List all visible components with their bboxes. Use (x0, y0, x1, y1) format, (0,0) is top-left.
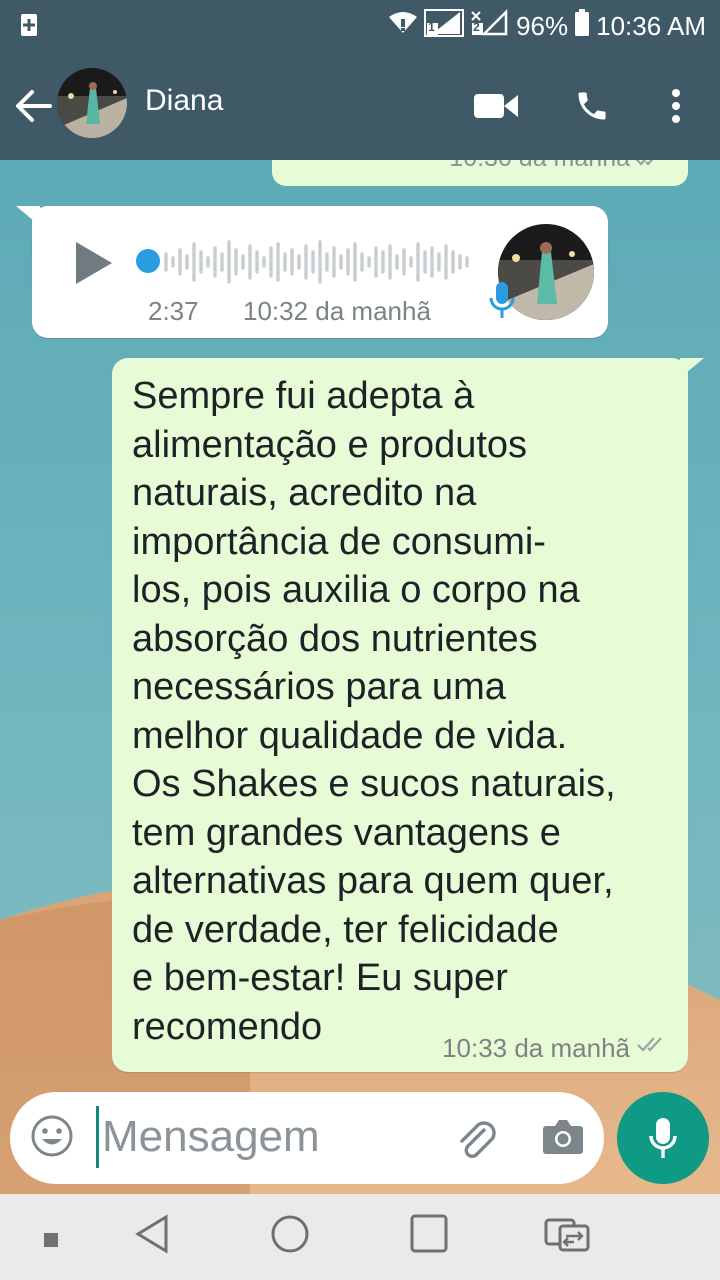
audio-waveform[interactable] (156, 234, 476, 290)
voice-note-mic-icon (488, 280, 516, 324)
attach-icon[interactable] (454, 1116, 498, 1164)
chat-header (0, 50, 720, 160)
video-call-icon[interactable] (472, 82, 520, 130)
text-caret (96, 1106, 99, 1168)
contact-avatar[interactable] (57, 68, 127, 138)
signal-sim1-icon (424, 8, 464, 45)
mic-icon (648, 1116, 678, 1160)
contact-name[interactable]: Diana (145, 84, 224, 117)
audio-duration: 2:37 (148, 296, 199, 326)
battery-saver-icon (20, 13, 38, 41)
nav-back-icon[interactable] (134, 1214, 170, 1258)
record-voice-button[interactable] (617, 1092, 709, 1184)
clock: 10:36 AM (596, 11, 706, 41)
sim2-label: 2 (473, 20, 480, 34)
text-message-bubble[interactable] (112, 358, 688, 1072)
audio-message-bubble[interactable] (32, 206, 608, 338)
message-composer[interactable] (10, 1092, 604, 1184)
signal-sim2-icon (470, 8, 510, 45)
message-text: Sempre fui adepta à alimentação e produtos naturais, acredito na importância de consumi- los, pois auxilia o corpo na absorção dos nutrientes necessários para uma melhor qualidade de vida. Os Shakes e sucos naturais, tem grandes vantagens e alternativas para quem quer, de verdade, ter felicidade e bem-estar! Eu super recomendo (132, 375, 616, 1048)
battery-percent: 96% (516, 11, 569, 41)
back-arrow-icon[interactable] (14, 86, 54, 126)
wifi-icon (388, 11, 418, 42)
phone-icon[interactable] (568, 82, 616, 130)
nav-home-icon[interactable] (270, 1214, 310, 1258)
sim1-label: 1 (428, 20, 435, 34)
nav-recents-icon[interactable] (410, 1214, 448, 1258)
message-input[interactable]: Mensagem (102, 1112, 320, 1161)
nav-switch-icon[interactable] (544, 1214, 590, 1258)
message-time: 10:33 da manhã (442, 1033, 630, 1063)
camera-icon[interactable] (542, 1118, 584, 1160)
more-options-icon[interactable] (652, 82, 700, 130)
emoji-icon[interactable] (30, 1114, 74, 1162)
message-time: 10:32 da manhã (243, 296, 431, 326)
status-bar (0, 0, 720, 50)
double-check-icon (636, 1036, 668, 1056)
system-navigation-bar (0, 1194, 720, 1280)
nav-square-small-icon[interactable] (44, 1232, 58, 1251)
battery-icon (574, 9, 590, 44)
play-icon[interactable] (74, 240, 114, 290)
